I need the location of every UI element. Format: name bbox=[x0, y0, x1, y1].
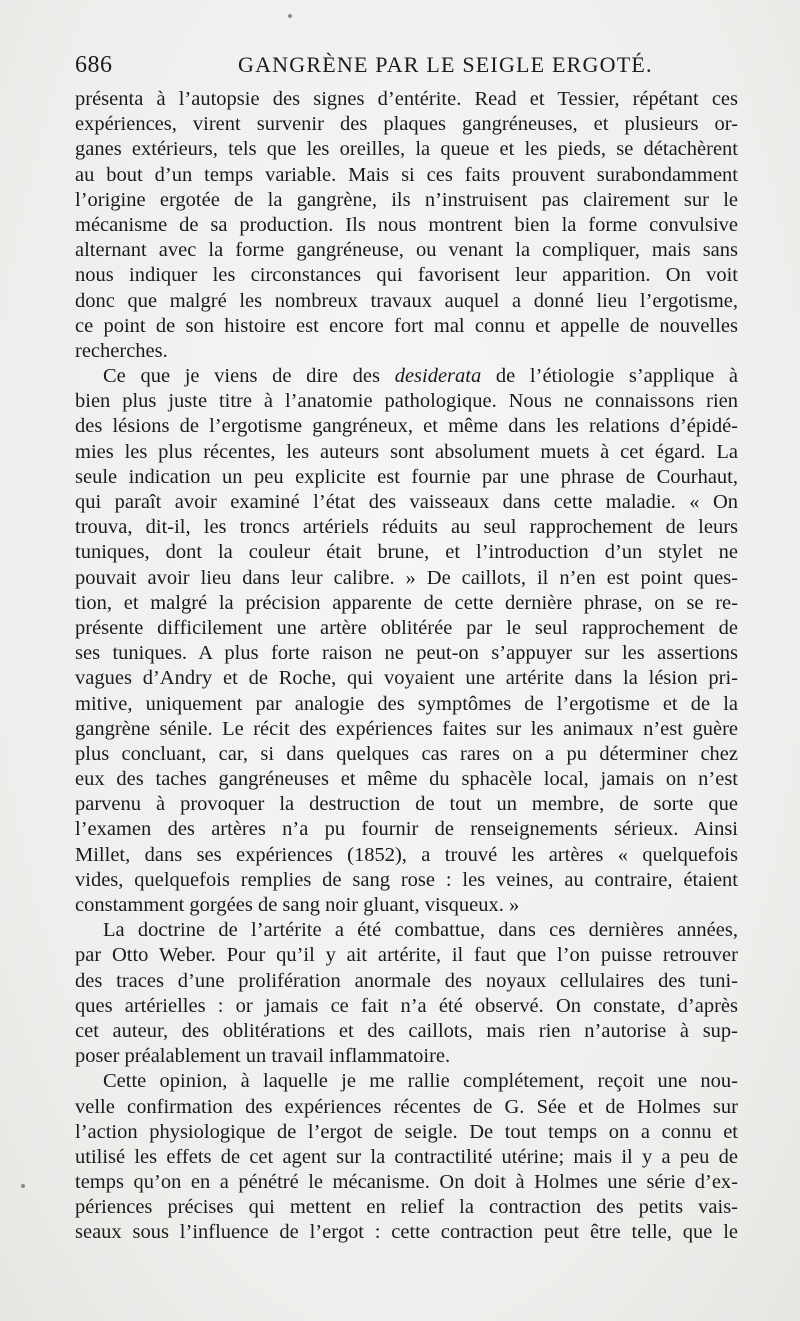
page-number: 686 bbox=[75, 52, 113, 78]
running-title: GANGRÈNE PAR LE SEIGLE ERGOTÉ. bbox=[238, 52, 653, 77]
text-line: ce point de son histoire est encore fort mal connu et appelle de nouvelles bbox=[75, 314, 738, 337]
text-line: mécanisme de sa production. Ils nous montrent bien la forme convulsive bbox=[75, 213, 738, 236]
text-line: tuniques, dont la couleur était brune, et l’introduction d’un stylet ne bbox=[75, 541, 738, 564]
page-header bbox=[75, 52, 738, 82]
text-line: Cette opinion, à laquelle je me rallie complétement, reçoit une nou- bbox=[103, 1070, 738, 1093]
text-line: des lésions de l’ergotisme gangréneux, et même dans les relations d’épidé- bbox=[75, 415, 738, 438]
text-line: ses tuniques. A plus forte raison ne peut-on s’appuyer sur les assertions bbox=[75, 642, 738, 665]
text-line: donc que malgré les nombreux travaux auquel a donné lieu l’ergotisme, bbox=[75, 289, 738, 312]
text-line: trouva, dit-il, les troncs artériels réduits au seul rapprochement de leurs bbox=[75, 516, 738, 539]
text-line: recherches. bbox=[75, 339, 168, 362]
text-line: gangrène sénile. Le récit des expériences faites sur les animaux n’est guère bbox=[75, 717, 738, 740]
text-line: cet auteur, des oblitérations et des caillots, mais rien n’autorise à sup- bbox=[75, 1019, 738, 1042]
text-line: des traces d’une prolifération anormale des noyaux cellulaires des tuni- bbox=[75, 969, 738, 992]
text-line: au bout d’un temps variable. Mais si ces faits prouvent surabondamment bbox=[75, 163, 738, 186]
text-line: présenta à l’autopsie des signes d’entérite. Read et Tessier, répétant ces bbox=[75, 88, 738, 110]
text-line: mitive, uniquement par analogie des symptômes de l’ergotisme et de la bbox=[75, 692, 738, 715]
text-line: vides, quelquefois remplies de sang rose : les veines, au contraire, étaient bbox=[75, 868, 738, 891]
text-line: par Otto Weber. Pour qu’il y ait artérite, il faut que l’on puisse retrouver bbox=[75, 944, 738, 967]
text-line: eux des taches gangréneuses et même du sphacèle local, jamais on n’est bbox=[75, 768, 738, 791]
text-line: bien plus juste titre à l’anatomie pathologique. Nous ne connaissons rien bbox=[75, 390, 738, 413]
text-line: pouvait avoir lieu dans leur calibre. » De caillots, il n’en est point ques- bbox=[75, 566, 738, 589]
text-line: vagues d’Andry et de Roche, qui voyaient une artérite dans la lésion pri- bbox=[75, 667, 738, 690]
text-line: l’examen des artères n’a pu fournir de renseignements sérieux. Ainsi bbox=[75, 818, 738, 841]
text-line: La doctrine de l’artérite a été combattue, dans ces dernières années, bbox=[103, 919, 738, 942]
text-line: constamment gorgées de sang noir gluant, visqueux. » bbox=[75, 894, 520, 916]
text-line: l’origine ergotée de la gangrène, ils n’instruisent pas clairement sur le bbox=[75, 188, 738, 211]
text-line: utilisé les effets de cet agent sur la contractilité utérine; mais il y a peu de bbox=[75, 1145, 738, 1168]
text-line: tion, et malgré la précision apparente de cette dernière phrase, on se re- bbox=[75, 591, 738, 614]
text-line: mies les plus récentes, les auteurs sont absolument muets à cet égard. La bbox=[75, 440, 738, 463]
text-line: alternant avec la forme gangréneuse, ou venant la compliquer, mais sans bbox=[75, 239, 738, 262]
text-line: Millet, dans ses expériences (1852), a trouvé les artères « quelquefois bbox=[75, 843, 738, 866]
text-line: temps qu’on en a pénétré le mécanisme. On doit à Holmes une série d’ex- bbox=[75, 1171, 738, 1194]
text-line: expériences, virent survenir des plaques gangréneuses, et plusieurs or- bbox=[75, 113, 738, 136]
text-line: ganes extérieurs, tels que les oreilles, la queue et les pieds, se détachèrent bbox=[75, 138, 738, 161]
text-line: nous indiquer les circonstances qui favorisent leur apparition. On voit bbox=[75, 264, 738, 287]
text-line: plus concluant, car, si dans quelques cas rares on a pu déterminer chez bbox=[75, 742, 738, 765]
paper-speck bbox=[21, 1184, 25, 1188]
text-line: poser préalablement un travail inflammatoire. bbox=[75, 1045, 451, 1068]
text-line: parvenu à provoquer la destruction de tout un membre, de sorte que bbox=[75, 793, 738, 816]
text-line: seule indication un peu explicite est fournie par une phrase de Courhaut, bbox=[75, 465, 738, 488]
text-line: périences précises qui mettent en relief la contraction des petits vais- bbox=[75, 1196, 738, 1219]
text-line: qui paraît avoir examiné l’état des vaisseaux dans cette maladie. « On bbox=[75, 491, 738, 513]
text-line: seaux sous l’influence de l’ergot : cette contraction peut être telle, que le bbox=[75, 1221, 738, 1244]
text-line: velle confirmation des expériences récentes de G. Sée et de Holmes sur bbox=[75, 1095, 738, 1118]
body-text bbox=[75, 87, 738, 1246]
text-line: l’action physiologique de l’ergot de seigle. De tout temps on a connu et bbox=[75, 1120, 738, 1143]
paper-speck bbox=[288, 14, 292, 18]
text-line: Ce que je viens de dire des desiderata de l’étiologie s’applique à bbox=[103, 365, 739, 388]
text-line: présente difficilement une artère oblitérée par le seul rapprochement de bbox=[75, 616, 738, 639]
text-line: ques artérielles : or jamais ce fait n’a été observé. On constate, d’après bbox=[75, 994, 738, 1017]
